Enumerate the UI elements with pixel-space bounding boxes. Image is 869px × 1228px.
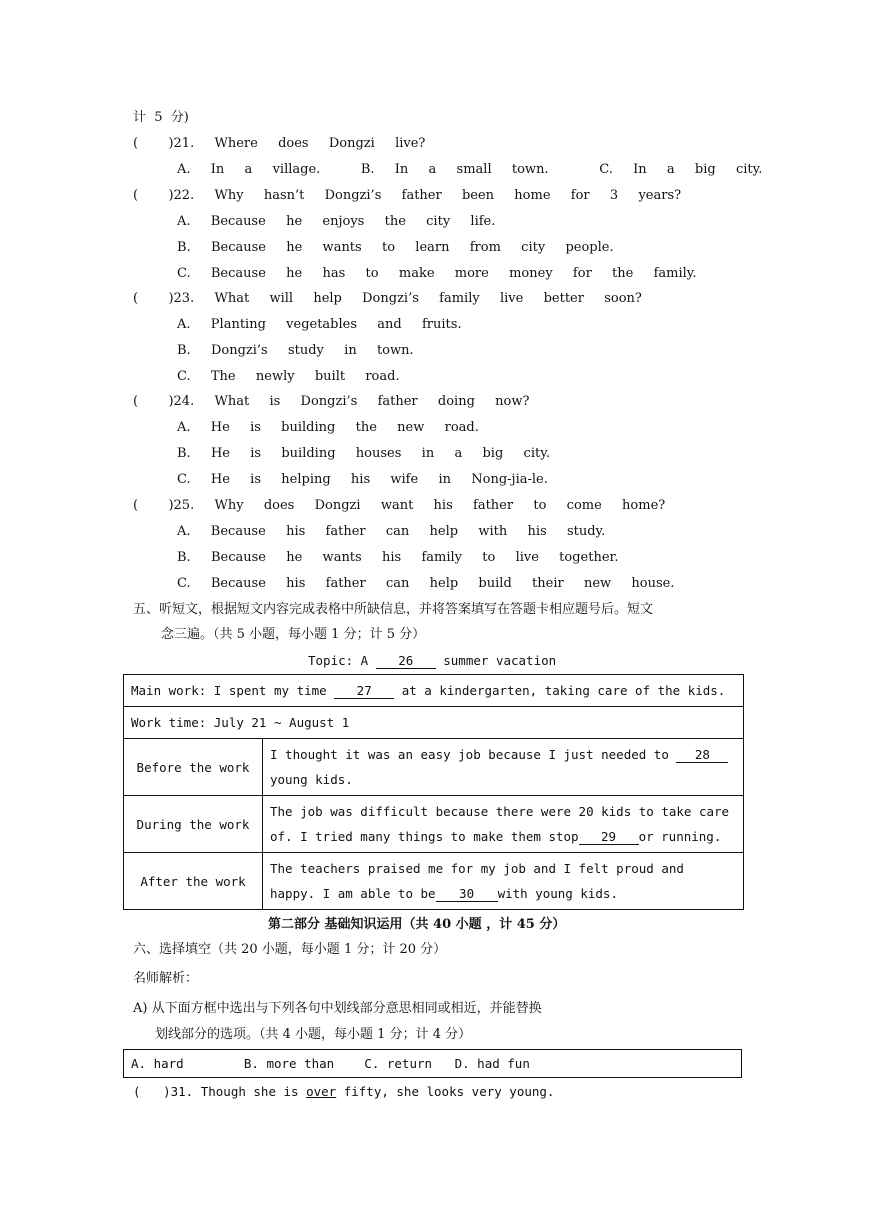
- section4-score-tail: 计 5 分): [133, 110, 189, 125]
- table-row: [124, 739, 744, 796]
- work-time-cell: Work time: July 21 ~ August 1: [124, 707, 744, 739]
- question-23-option-b: B. Dongzi’s study in town.: [177, 343, 414, 358]
- topic-line: Topic: A 26 summer vacation: [308, 653, 557, 668]
- blank-27[interactable]: 27: [334, 683, 394, 699]
- question-25-option-a: A. Because his father can help with his study.: [177, 524, 606, 539]
- before-work-label: Before the work: [124, 739, 263, 796]
- after-work-cell: The teachers praised me for my job and I felt proud and happy. I am able to be 30 with young kids.: [263, 853, 744, 910]
- blank-28[interactable]: 28: [676, 747, 728, 763]
- main-work-cell: Main work: I spent my time 27 at a kindergarten, taking care of the kids.: [124, 675, 744, 707]
- question-25-option-b: B. Because he wants his family to live together.: [177, 550, 619, 565]
- section6-instruction: A) 从下面方框中选出与下列各句中划线部分意思相同或相近，并能替换: [133, 1001, 542, 1016]
- question-22: ( )22. Why hasn’t Dongzi’s father been home for 3 years?: [133, 188, 682, 203]
- question-25: ( )25. Why does Dongzi want his father to come home?: [133, 498, 666, 513]
- question-23: ( )23. What will help Dongzi’s family live better soon?: [133, 291, 642, 306]
- question-22-option-c: C. Because he has to make more money for the family.: [177, 266, 697, 281]
- options-box: A. hard B. more than C. return D. had fun: [123, 1049, 742, 1078]
- question-24: ( )24. What is Dongzi’s father doing now?: [133, 394, 530, 409]
- question-24-option-c: C. He is helping his wife in Nong-jia-le.: [177, 472, 548, 487]
- question-24-option-a: A. He is building the new road.: [177, 420, 479, 435]
- during-work-label: During the work: [124, 796, 263, 853]
- part2-title: 第二部分 基础知识运用（共 40 小题 ，计 45 分）: [268, 917, 566, 932]
- after-work-label: After the work: [124, 853, 263, 910]
- teacher-note: 名师解析：: [133, 971, 199, 986]
- section6-heading: 六、选择填空（共 20 小题，每小题 1 分；计 20 分）: [133, 942, 447, 957]
- question-23-option-c: C. The newly built road.: [177, 369, 400, 384]
- underlined-word: over: [306, 1084, 337, 1099]
- info-table: [123, 674, 744, 910]
- table-row: [124, 675, 744, 707]
- table-row: [124, 707, 744, 739]
- blank-30[interactable]: 30: [436, 886, 498, 902]
- question-22-option-a: A. Because he enjoys the city life.: [177, 214, 496, 229]
- question-25-option-c: C. Because his father can help build their new house.: [177, 576, 675, 591]
- section6-instruction-cont: 划线部分的选项。（共 4 小题，每小题 1 分；计 4 分）: [155, 1027, 472, 1042]
- question-23-option-a: A. Planting vegetables and fruits.: [177, 317, 462, 332]
- during-work-cell: The job was difficult because there were 20 kids to take care of. I tried many things to make them stop 29 or running.: [263, 796, 744, 853]
- question-21: ( )21. Where does Dongzi live?: [133, 136, 426, 151]
- section5-heading: 五、听短文，根据短文内容完成表格中所缺信息，并将答案填写在答题卡相应题号后。短文: [133, 602, 654, 617]
- question-22-option-b: B. Because he wants to learn from city people.: [177, 240, 614, 255]
- blank-29[interactable]: 29: [579, 829, 639, 845]
- table-row: [124, 796, 744, 853]
- blank-26[interactable]: 26: [376, 653, 436, 669]
- question-31: ( )31. Though she is over fifty, she looks very young.: [133, 1084, 555, 1099]
- question-21-options: A. In a village. B. In a small town. C. In a big city.: [177, 162, 763, 177]
- table-row: [124, 853, 744, 910]
- question-24-option-b: B. He is building houses in a big city.: [177, 446, 550, 461]
- before-work-cell: I thought it was an easy job because I just needed to 28 young kids.: [263, 739, 744, 796]
- section5-heading-cont: 念三遍。（共 5 小题，每小题 1 分；计 5 分）: [161, 627, 426, 642]
